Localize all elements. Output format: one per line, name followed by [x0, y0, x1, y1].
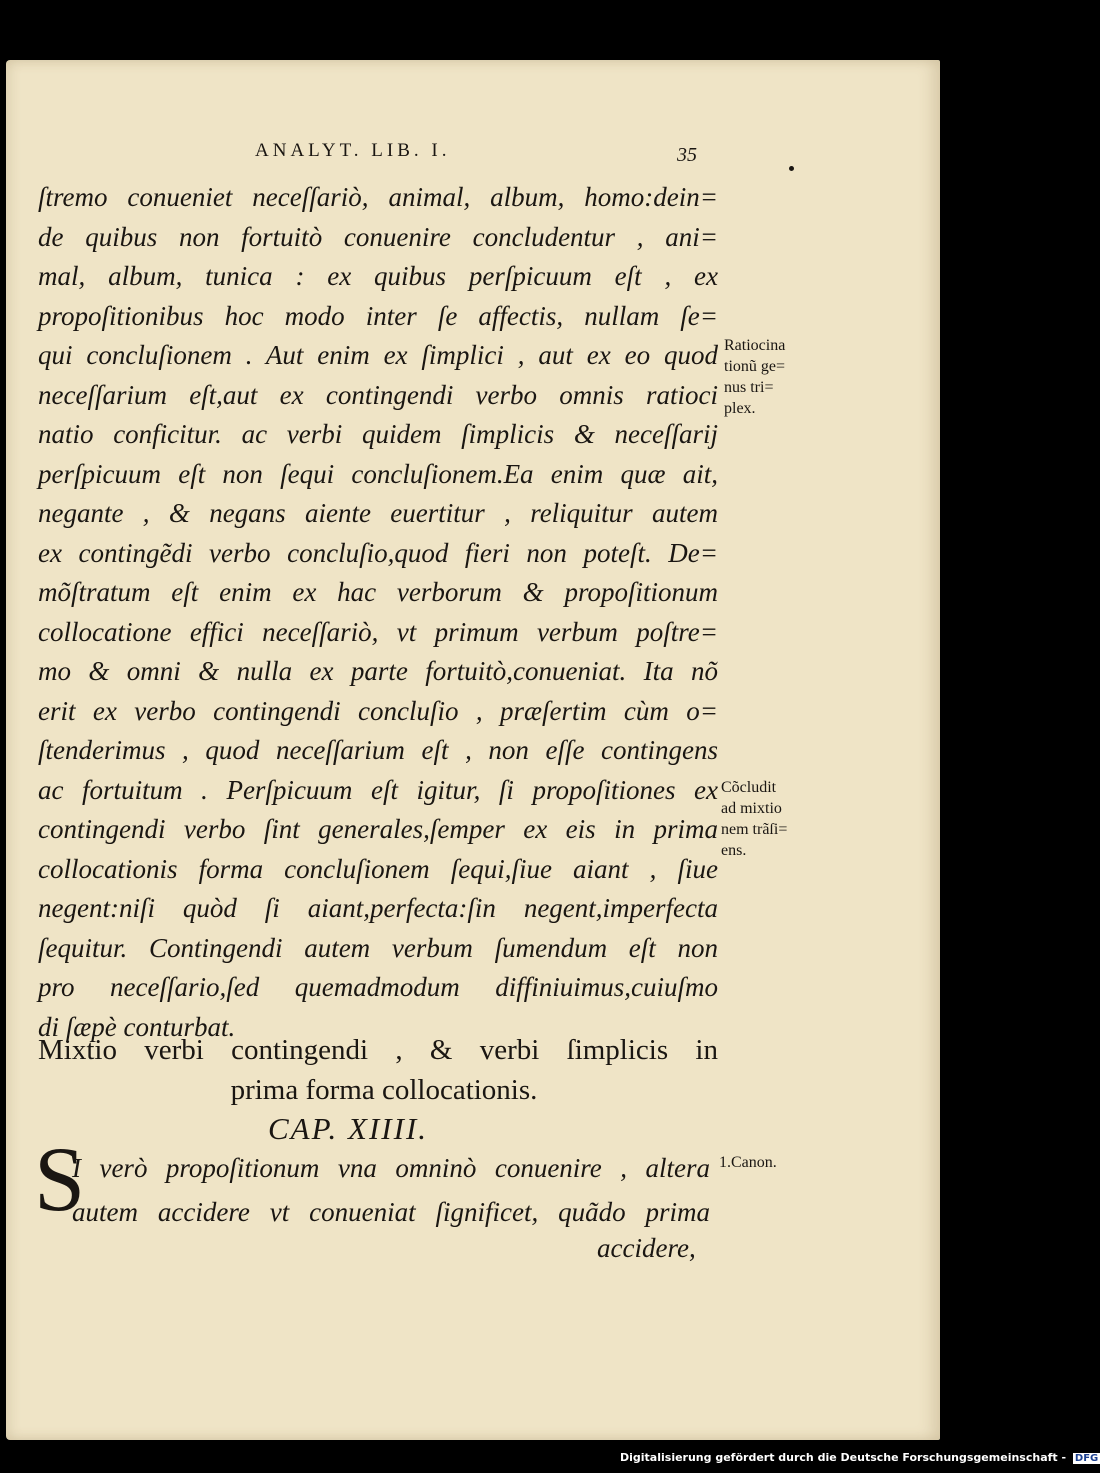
main-text-block [38, 178, 728, 1047]
text-line: I verò propoſitionum vna omninò conuenire , altera [72, 1153, 710, 1183]
text-line: collocatione effici neceſſariò, vt primum verbum poſtre= [38, 616, 718, 647]
text-line: collocationis forma concluſionem ſequi,ſiue aiant , ſiue [38, 853, 718, 884]
chapter-title: CAP. XIIII. [268, 1111, 429, 1146]
text-line: ac fortuitum . Perſpicuum eſt igitur, ſi propoſitiones ex [38, 774, 718, 805]
text-line: di ſæpè conturbat. [38, 1011, 236, 1042]
text-line: mo & omni & nulla ex parte fortuitò,conueniat. Ita nõ [38, 656, 718, 686]
section-heading-line: prima forma collocationis. [230, 1074, 538, 1106]
text-line: mal, album, tunica : ex quibus perſpicuum eſt , ex [38, 261, 718, 291]
catchword: accidere, [597, 1233, 696, 1263]
text-line: neceſſarium eſt,aut ex contingendi verbo omnis ratioci [38, 379, 718, 410]
text-line: de quibus non fortuitò conuenire concludentur , ani= [38, 221, 718, 252]
drop-cap: S [34, 1128, 86, 1230]
text-line: negante , & negans aiente euertitur , reliquitur autem [38, 498, 718, 528]
marginal-note-line: ad mixtio [721, 800, 782, 817]
marginal-note [721, 777, 787, 861]
text-line: ſequitur. Contingendi autem verbum ſumendum eſt non [38, 932, 718, 963]
text-line: ſtenderimus , quod neceſſarium eſt , non eſſe contingens [38, 735, 718, 765]
marginal-note-line: nem trãſi= [721, 821, 788, 838]
text-line: pro neceſſario,ſed quemadmodum diffiniuimus,cuiuſmo [38, 972, 718, 1002]
running-head: ANALYT. LIB. I. [255, 140, 451, 161]
text-line: propoſitionibus hoc modo inter ſe affectis, nullam ſe= [38, 300, 718, 331]
marginal-note-line: plex. [724, 400, 756, 417]
credit-text: Digitalisierung gefördert durch die Deutsche Forschungsgemeinschaft - [620, 1451, 1067, 1464]
dfg-logo: DFG [1074, 1452, 1099, 1464]
marginal-note-line: 1.Canon. [719, 1154, 777, 1171]
text-line: ex contingẽdi verbo concluſio,quod fieri non poteſt. De= [38, 537, 718, 568]
text-line: perſpicuum eſt non ſequi concluſionem.Ea enim quæ ait, [38, 458, 718, 489]
text-line: autem accidere vt conueniat ſignificet, quãdo prima [72, 1197, 710, 1227]
digitization-credit [620, 1451, 1100, 1464]
marginal-note-line: tionũ ge= [724, 358, 786, 375]
text-line: contingendi verbo ſint generales,ſemper ex eis in prima [38, 814, 718, 844]
marginal-note [719, 1152, 777, 1173]
page-number: 35 [677, 144, 697, 166]
text-line: mõſtratum eſt enim ex hac verborum & propoſitionum [38, 577, 718, 607]
marginal-note [724, 335, 785, 419]
text-line: qui concluſionem . Aut enim ex ſimplici , aut ex eo quod [38, 340, 718, 370]
ink-dot [789, 166, 794, 171]
text-line: erit ex verbo contingendi concluſio , præſertim cùm o= [38, 695, 718, 726]
chapter-text-block [72, 1146, 710, 1234]
marginal-note-line: nus tri= [724, 379, 774, 396]
text-line: negent:niſi quòd ſi aiant,perfecta:ſin negent,imperfecta [38, 893, 718, 923]
section-heading-line: Mixtio verbi contingendi , & verbi ſimplicis in [38, 1034, 718, 1066]
marginal-note-line: ens. [721, 842, 747, 859]
marginal-note-line: Cõcludit [721, 779, 777, 796]
section-heading [38, 1030, 718, 1110]
marginal-note-line: Ratiocina [724, 337, 786, 354]
text-line: natio conficitur. ac verbi quidem ſimplicis & neceſſarij [38, 419, 718, 449]
text-line: ſtremo conueniet neceſſariò, animal, album, homo:dein= [38, 182, 718, 212]
